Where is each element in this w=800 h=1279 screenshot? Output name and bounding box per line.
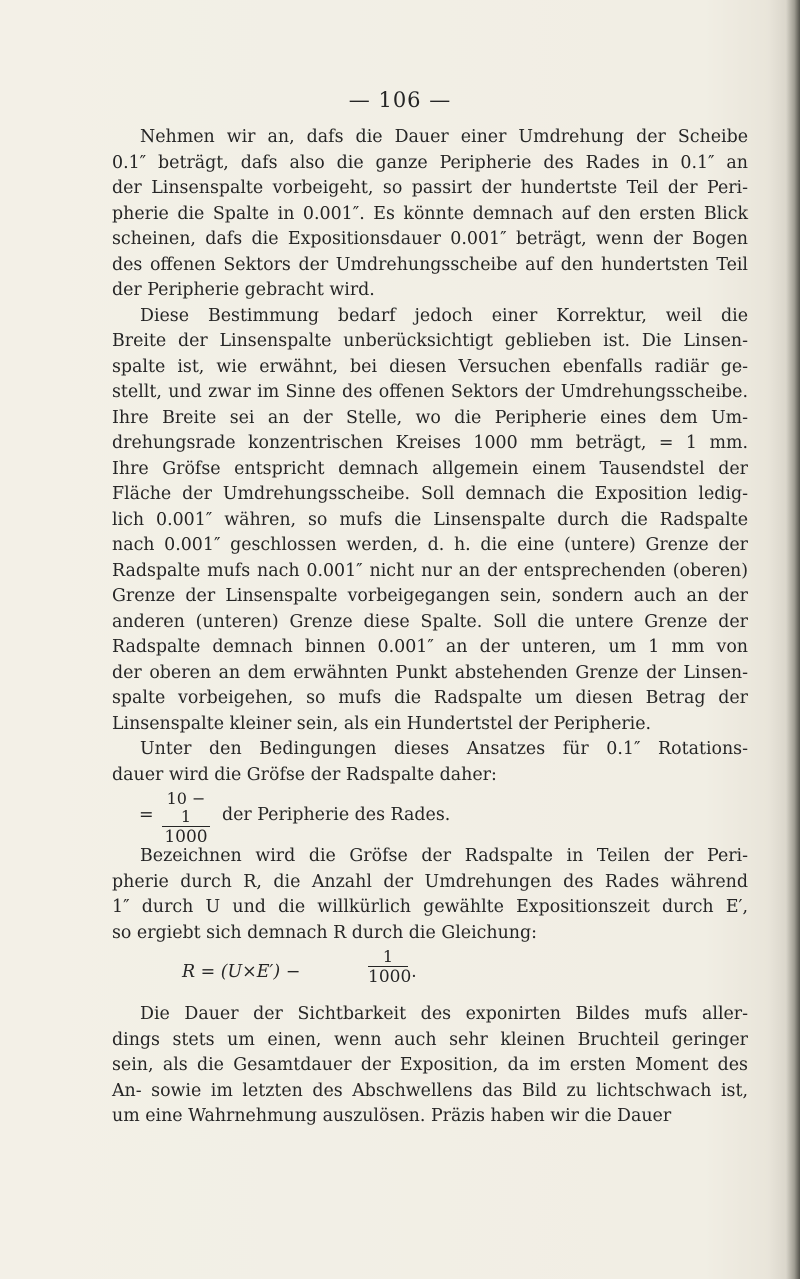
text-line: Grenze der Linsenspalte vorbeigegangen sein, sondern auch an der [112,586,748,606]
text-line: des offenen Sektors der Umdrehungsscheibe auf den hundertsten Teil [112,254,748,275]
paragraph [112,304,748,738]
formula-radspalte-size [112,789,748,847]
text-line: Ihre Breite sei an der Stelle, wo die Peripherie eines dem Um- [112,407,748,428]
text-line: der Linsenspalte vorbeigeht, so passirt der hundertste Teil der Peri- [112,178,748,198]
text-line: stellt, und zwar im Sinne des offenen Sektors der Umdrehungsscheibe. [112,382,748,402]
paragraph-definition [112,844,748,946]
text-line: Nehmen wir an, dafs die Dauer einer Umdrehung der Scheibe [140,127,748,147]
paragraph-visibility-duration [112,1002,748,1130]
text-line: Bezeichnen wird die Gröfse der Radspalte in Teilen der Peri- [140,846,748,866]
text-line: Radspalte mufs nach 0.001″ nicht nur an der entsprechenden (oberen) [112,560,748,581]
formula-fraction [162,790,210,847]
equation-lhs: R = (U×E′) − [182,962,301,982]
text-line: Die Dauer der Sichtbarkeit des exponirten Bildes mufs aller- [140,1004,748,1024]
text-line: Fläche der Umdrehungsscheibe. Soll demnach die Exposition ledig- [112,484,748,504]
paragraph [112,737,748,788]
text-line: der Peripherie gebracht wird. [112,280,375,300]
formula-equals-sign: = [139,805,154,825]
text-line: Radspalte demnach binnen 0.001″ an der unteren, um 1 mm von [112,637,748,657]
text-line: Breite der Linsenspalte unberücksichtigt geblieben ist. Die Linsen- [112,331,748,351]
text-line: der oberen an dem erwähnten Punkt abstehenden Grenze der Linsen- [112,662,748,683]
text-line: Diese Bestimmung bedarf jedoch einer Korrektur, weil die [140,305,748,326]
text-line: spalte ist, wie erwähnt, bei diesen Versuchen ebenfalls radiär ge- [112,356,748,377]
equation-denominator: 1000· [368,967,417,987]
equation-fraction [368,947,417,987]
text-line: Ihre Gröfse entspricht demnach allgemein einem Tausendstel der [112,458,748,479]
fraction-numerator: 10 − 1 [162,790,210,827]
text-line: scheinen, dafs die Expositionsdauer 0.001″ beträgt, wenn der Bogen [112,229,748,249]
text-line: nach 0.001″ geschlossen werden, d. h. die eine (untere) Grenze der [112,535,748,555]
text-line: pherie die Spalte in 0.001″. Es könnte demnach auf den ersten Blick [112,203,748,224]
text-line: Unter den Bedingungen dieses Ansatzes für 0.1″ Rotations- [140,739,748,759]
text-line: anderen (unteren) Grenze diese Spalte. Soll die untere Grenze der [112,611,748,632]
page-binding-edge [786,0,800,1279]
text-line: 1″ durch U und die willkürlich gewählte Expositionszeit durch E′, [112,897,748,917]
text-line: spalte vorbeigehen, so mufs die Radspalte um diesen Betrag der [112,688,748,708]
formula-text: der Peripherie des Rades. [222,805,451,825]
text-line: um eine Wahrnehmung auszulösen. Präzis haben wir die Dauer [112,1106,672,1126]
text-line: dings stets um einen, wenn auch sehr kleinen Bruchteil geringer [112,1029,748,1050]
paragraph [112,125,748,304]
text-line: lich 0.001″ währen, so mufs die Linsenspalte durch die Radspalte [112,509,748,530]
paragraphs-before-formula [112,125,748,788]
equation-numerator: 1 [368,948,408,967]
page-number: — 106 — [348,88,452,112]
formula-equation-r [112,946,748,998]
text-line: 0.1″ beträgt, dafs also die ganze Peripherie des Rades in 0.1″ an [112,152,748,173]
text-line: drehungsrade konzentrischen Kreises 1000 mm beträgt, = 1 mm. [112,433,748,453]
text-line: An- sowie im letzten des Abschwellens das Bild zu lichtschwach ist, [112,1080,748,1101]
fraction-denominator: 1000 [164,827,208,847]
text-line: pherie durch R, die Anzahl der Umdrehungen des Rades während [112,871,748,892]
text-line: so ergiebt sich demnach R durch die Gleichung: [112,922,537,943]
body-text [112,125,748,1130]
text-line: Linsenspalte kleiner sein, als ein Hundertstel der Peripherie. [112,713,652,734]
text-line: dauer wird die Gröfse der Radspalte daher: [112,764,497,785]
text-line: sein, als die Gesamtdauer der Exposition, da im ersten Moment des [112,1055,748,1075]
